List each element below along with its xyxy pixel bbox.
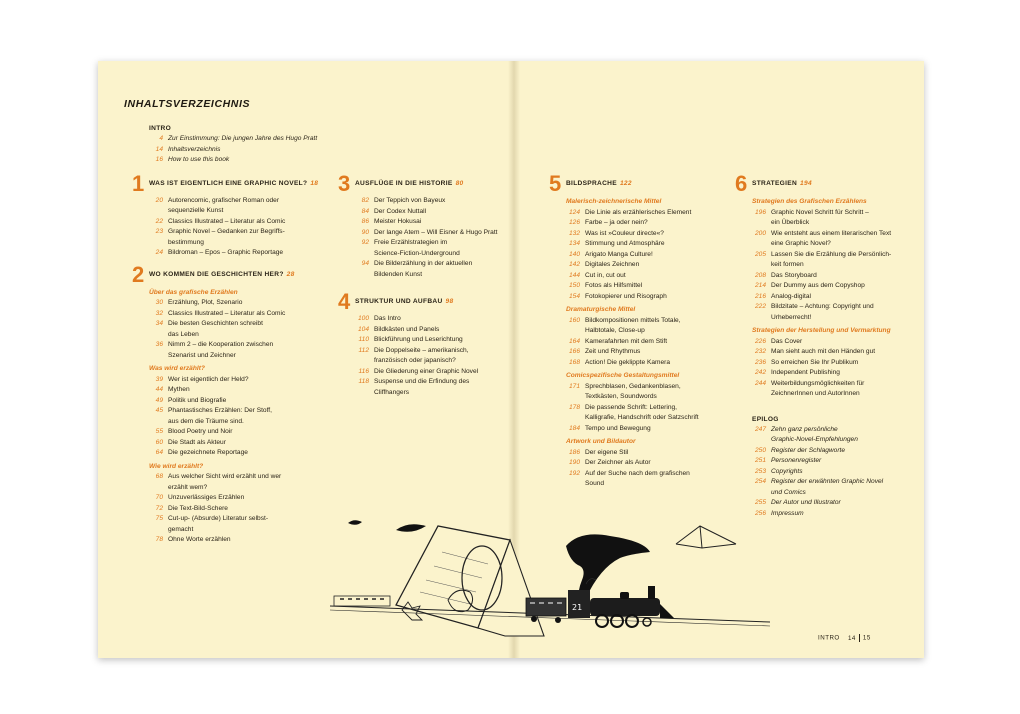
entry-page-number: 64 [155,449,163,456]
chapter-1-entries [149,196,319,259]
chapter-4-heading [338,289,525,314]
toc-entry [149,375,319,386]
toc-entry [566,239,736,250]
entry-page-number: 186 [568,448,580,456]
entry-title: Tempo und Bewegung [585,424,651,432]
entry-page-number: 164 [568,337,580,345]
toc-entry [566,250,736,261]
entry-page-number: 60 [155,438,163,446]
toc-entry [355,238,525,259]
toc-entry [149,396,319,407]
toc-entry [149,155,319,166]
chapter-title: WAS IST EIGENTLICH EINE GRAPHIC NOVEL? [149,179,308,187]
entry-page-number: 90 [361,228,369,236]
entry-title: Der Autor und Illustrator [771,499,841,506]
entry-page-number: 118 [358,378,369,385]
locomotive-dome [620,592,629,599]
footer-section-label: INTRO [818,634,840,642]
section-entries [566,316,736,369]
entry-title: Der eigene Stil [585,448,629,456]
toc-entry [752,509,924,520]
toc-entry [149,514,319,535]
entry-page-number: 166 [568,348,580,355]
entry-page-number: 236 [754,358,766,366]
entry-page-number: 250 [754,446,766,454]
entry-title: Register der Schlagworte [771,446,846,454]
entry-title: Stimmung und Atmosphäre [585,240,665,247]
chapter-number: 5 [549,171,562,196]
entry-title: Suspense und die Erfindung des Cliffhangers [374,378,470,396]
entry-title: Fotokopierer und Risograph [585,292,667,300]
entry-title: Freie Erzählstrategien im Science-Fiction-Underground [374,239,460,257]
toc-entry [566,358,736,369]
toc-entry [752,446,924,457]
entry-page-number: 20 [155,196,163,204]
entry-title: Register der erwähnten Graphic Novel und Comics [771,478,884,496]
entry-page-number: 36 [155,341,163,348]
entry-title: Sprechblasen, Gedankenblasen, Textkästen, Soundwords [585,382,681,400]
entry-title: Farbe – ja oder nein? [585,219,648,226]
toc-entry [149,309,319,320]
entry-title: Blickführung und Leserichtung [374,336,463,343]
chapter-title: BILDSPRACHE [566,180,617,187]
entry-page-number: 144 [568,271,580,279]
toc-entry [752,379,924,400]
toc-entry [752,337,924,348]
train-carriage [526,598,566,616]
entry-title: So erreichen Sie Ihr Publikum [771,358,859,366]
entry-page-number: 140 [568,250,580,258]
chapter-5-heading [549,171,736,196]
entry-title: Fotos als Hilfsmittel [585,282,643,289]
entry-title: Man sieht auch mit den Händen gut [771,348,876,355]
toc-entry [566,448,736,459]
toc-entry [355,377,525,398]
entry-page-number: 171 [568,382,580,390]
entry-title: Die passende Schrift: Lettering, Kalligrafie, Handschrift oder Satzschrift [585,403,699,421]
toc-entry [752,229,924,250]
chapter-number: 4 [338,289,351,314]
toc-column-3 [549,171,736,490]
entry-page-number: 196 [754,208,766,216]
entry-title: Classics Illustrated – Literatur als Comic [168,217,286,225]
chapter-page: 122 [619,180,632,187]
entry-page-number: 132 [568,229,580,237]
entry-title: Der Dummy aus dem Copyshop [771,282,865,289]
toc-entry [355,335,525,346]
entry-page-number: 232 [754,348,766,355]
chapter-title: AUSFLÜGE IN DIE HISTORIE [355,180,453,187]
toc-entry [355,207,525,218]
entry-page-number: 168 [568,358,580,366]
entry-page-number: 24 [155,249,163,256]
entry-page-number: 112 [358,346,369,354]
toc-entry [149,340,319,361]
entry-title: Zur Einstimmung: Die jungen Jahre des Hugo Pratt [168,135,318,142]
toc-entry [355,367,525,378]
entry-page-number: 23 [155,228,163,235]
entry-title: Die Text-Bild-Schere [168,504,228,512]
locomotive-wheel [643,618,651,626]
carriage-wheel [555,617,561,623]
toc-entry [149,427,319,438]
section-entries [752,208,924,324]
entry-page-number: 84 [361,207,369,215]
train-carriage [334,596,390,606]
toc-entry [149,406,319,427]
chapter-3-entries [355,196,525,280]
entry-title: Der Codex Nuttall [374,207,427,215]
section-subheading: Wie wird erzählt? [149,462,204,470]
toc-entry [355,325,525,336]
page-footer [818,634,871,642]
toc-entry [355,259,525,280]
entry-title: Auf der Suche nach dem grafischen Sound [585,469,690,487]
entry-page-number: 14 [155,145,163,153]
entry-page-number: 160 [568,316,580,324]
toc-entry [566,260,736,271]
entry-page-number: 92 [361,239,369,246]
entry-title: Weiterbildungsmöglichkeiten für ZeichnerInnen und AutorInnen [771,379,865,397]
section-subheading: Was wird erzählt? [149,365,205,372]
entry-title: Digitales Zeichnen [585,261,640,268]
footer-page-right: 15 [862,634,871,642]
entry-title: Die Linie als erzählerisches Element [585,208,692,216]
chapter-4-entries [355,314,525,398]
section-entries [566,382,736,435]
section-entries [752,337,924,400]
chapter-page: 80 [455,180,464,187]
entry-title: Das Cover [771,337,803,345]
toc-entry [566,382,736,403]
entry-title: Independent Publishing [771,369,840,376]
entry-page-number: 200 [754,229,766,237]
entry-title: Aus welcher Sicht wird erzählt und wer erzählt wem? [168,473,282,491]
entry-title: Der lange Atem – Will Eisner & Hugo Pratt [374,228,498,236]
entry-page-number: 251 [754,457,766,464]
toc-entry [355,228,525,239]
toc-entry [752,281,924,292]
toc-entry [355,196,525,207]
epilog-entries [752,425,924,520]
entry-title: Zeit und Rhythmus [585,348,641,355]
entry-page-number: 100 [357,315,369,322]
entry-page-number: 110 [358,336,369,343]
entry-page-number: 254 [754,478,766,485]
entry-title: Impressum [771,509,804,517]
entry-title: How to use this book [168,156,230,163]
toc-column-2 [338,171,525,398]
entry-page-number: 178 [568,403,580,411]
carriage-wheel [531,616,537,622]
entry-page-number: 70 [155,494,163,501]
toc-entry [355,314,525,325]
chapter-3-heading [338,171,525,196]
entry-page-number: 126 [568,219,580,226]
section-subheading: Malerisch-zeichnerische Mittel [566,198,662,205]
toc-entry [752,250,924,271]
entry-page-number: 142 [568,261,580,268]
entry-page-number: 150 [568,282,580,289]
toc-entry [566,316,736,337]
chapter-title: STRUKTUR UND AUFBAU [355,298,443,305]
entry-page-number: 192 [568,469,580,477]
entry-page-number: 255 [754,499,766,506]
entry-title: Analog-digital [771,292,811,300]
chapter-page: 194 [800,180,812,187]
entry-title: Autorencomic, grafischer Roman oder sequenzielle Kunst [168,196,280,214]
entry-title: Die Gliederung einer Graphic Novel [374,367,479,375]
entry-page-number: 22 [155,217,163,225]
chapter-2-heading [132,261,319,287]
locomotive-cowcatcher [660,604,674,618]
entry-page-number: 124 [568,208,580,216]
toc-entry [566,281,736,292]
toc-entry [149,385,319,396]
toc-entry [752,271,924,282]
chapter-6-heading [735,171,924,196]
toc-entry [566,218,736,229]
section-entries [149,472,319,546]
section-entries [566,448,736,490]
toc-entry [566,271,736,282]
entry-title: Nimm 2 – die Kooperation zwischen Szenarist und Zeichner [168,341,274,359]
chapter-title: WO KOMMEN DIE GESCHICHTEN HER? [149,270,284,278]
toc-entry [752,208,924,229]
toc-entry [566,208,736,219]
entry-title: Bildkompositionen mittels Totale, Halbtotale, Close-up [585,316,681,334]
toc-entry [752,456,924,467]
toc-entry [566,469,736,490]
entry-page-number: 94 [361,260,369,267]
entry-title: Die gezeichnete Reportage [168,449,248,456]
toc-entry [149,493,319,504]
intro-heading: INTRO [149,125,172,132]
locomotive-chimney [648,586,655,599]
entry-page-number: 134 [568,240,580,247]
toc-entry [566,229,736,240]
entry-page-number: 214 [754,282,766,289]
toc-entry [752,292,924,303]
entry-page-number: 34 [155,320,163,327]
smoke-blob [396,524,426,532]
chapter-6-groups [752,197,924,400]
entry-page-number: 104 [357,325,369,333]
toc-entry [149,196,319,217]
entry-page-number: 184 [568,424,580,432]
section-subheading: Strategien der Herstellung und Vermarktung [752,327,891,334]
entry-page-number: 205 [754,250,766,258]
entry-page-number: 78 [155,536,163,543]
entry-title: Was ist »Couleur directe«? [585,229,664,237]
entry-title: Inhaltsverzeichnis [168,145,221,153]
chapter-page: 28 [286,270,295,278]
toc-column-1 [132,123,319,546]
entry-title: Cut in, cut out [585,271,626,279]
toc-entry [752,498,924,509]
entry-page-number: 68 [155,473,163,480]
epilog-heading: EPILOG [752,415,779,423]
entry-page-number: 45 [155,407,163,414]
entry-title: Bildkästen und Panels [374,325,440,333]
section-subheading: Strategien des Grafischen Erzählens [752,198,867,205]
entry-page-number: 30 [155,299,163,306]
toc-entry [355,346,525,367]
entry-page-number: 222 [754,303,766,310]
chapter-title: STRATEGIEN [752,180,798,187]
chapter-number: 6 [735,171,748,196]
entry-title: Unzuverlässiges Erzählen [168,494,245,501]
chapter-2-groups [149,288,319,546]
entry-page-number: 154 [568,292,580,300]
entry-page-number: 242 [754,369,766,376]
locomotive-boiler [590,598,660,616]
toc-entry [149,227,319,248]
toc-entry [752,477,924,498]
entry-title: Graphic Novel Schritt für Schritt – ein Überblick [771,208,869,226]
section-subheading: Comicspezifische Gestaltungsmittel [566,372,680,379]
entry-page-number: 116 [358,367,369,375]
intro-entries [149,134,319,166]
entry-title: Meister Hokusai [374,218,422,225]
page-title: INHALTSVERZEICHNIS [124,98,251,110]
toc-column-4 [735,171,924,519]
entry-page-number: 86 [361,218,369,225]
locomotive-number: 21 [572,603,583,612]
chapter-1-heading [132,170,319,196]
smoke-blob [348,520,362,525]
entry-title: Graphic Novel – Gedanken zur Begriffs- bestimmung [168,228,285,246]
toc-entry [149,438,319,449]
chapter-page: 18 [310,179,319,187]
footer-separator [859,634,860,642]
entry-title: Bildroman – Epos – Graphic Reportage [168,249,284,256]
entry-page-number: 256 [754,509,766,517]
section-subheading: Artwork und Bildautor [566,438,636,445]
toc-entry [566,424,736,435]
small-open-book [676,526,736,548]
entry-title: Der Teppich von Bayeux [374,197,446,204]
entry-page-number: 226 [754,337,766,345]
entry-title: Personenregister [771,457,822,464]
train-illustration [330,500,770,640]
entry-page-number: 44 [155,386,163,393]
entry-title: Politik und Biografie [168,396,227,404]
toc-entry [149,504,319,515]
entry-title: Die Stadt als Akteur [168,438,226,446]
entry-page-number: 72 [155,504,163,512]
entry-page-number: 16 [155,156,163,163]
toc-entry [149,248,319,259]
section-subheading: Über das grafische Erzählen [149,288,238,296]
toc-entry [566,337,736,348]
toc-entry [752,467,924,478]
entry-title: Mythen [168,386,190,393]
toc-entry [149,472,319,493]
section-entries [149,375,319,459]
entry-page-number: 82 [361,197,369,204]
toc-entry [566,292,736,303]
section-subheading: Dramaturgische Mittel [566,306,636,313]
entry-page-number: 247 [754,425,766,433]
entry-title: Zehn ganz persönliche Graphic-Novel-Empfehlungen [771,425,858,443]
chapter-number: 1 [132,170,145,196]
entry-page-number: 208 [754,271,766,279]
entry-title: Kamerafahrten mit dem Stift [585,337,668,345]
entry-title: Phantastisches Erzählen: Der Stoff, aus dem die Träume sind. [168,407,272,425]
entry-page-number: 39 [155,375,163,383]
entry-title: Bildzitate – Achtung: Copyright und Urheberrecht! [771,303,874,321]
toc-entry [752,425,924,446]
entry-page-number: 55 [155,428,163,435]
entry-title: Die besten Geschichten schreibt das Leben [168,320,263,338]
entry-title: Das Intro [374,315,401,322]
toc-entry [149,145,319,156]
entry-page-number: 4 [159,135,163,142]
chapter-number: 3 [338,171,351,196]
footer-page-left: 14 [847,634,856,642]
toc-entry [149,298,319,309]
toc-entry [752,347,924,358]
entry-page-number: 49 [155,396,163,404]
toc-entry [149,448,319,459]
entry-page-number: 216 [754,292,766,300]
entry-title: Wer ist eigentlich der Held? [168,375,249,383]
entry-title: Copyrights [771,467,803,475]
entry-title: Lassen Sie die Erzählung die Persönlich- keit formen [771,250,892,268]
toc-entry [752,358,924,369]
entry-title: Der Zeichner als Autor [585,459,651,466]
entry-title: Ohne Worte erzählen [168,536,231,543]
toc-entry [149,319,319,340]
toc-entry [149,134,319,145]
entry-title: Cut-up- (Absurde) Literatur selbst- gemacht [168,515,269,533]
toc-entry [355,217,525,228]
entry-page-number: 253 [754,467,766,475]
toc-entry [752,368,924,379]
entry-title: Wie entsteht aus einem literarischen Text eine Graphic Novel? [771,229,892,247]
toc-entry [752,302,924,323]
entry-title: Die Doppelseite – amerikanisch, französisch oder japanisch? [374,346,469,364]
entry-title: Die Bilderzählung in der aktuellen Bildenden Kunst [374,260,473,278]
entry-title: Blood Poetry und Noir [168,428,233,435]
entry-title: Das Storyboard [771,271,817,279]
toc-entry [149,535,319,546]
entry-page-number: 190 [568,459,580,466]
entry-title: Erzählung, Plot, Szenario [168,299,243,306]
entry-page-number: 244 [754,379,766,387]
chapter-page: 98 [445,298,454,305]
entry-title: Action! Die geklippte Kamera [585,358,671,366]
section-entries [149,298,319,361]
toc-entry [566,403,736,424]
entry-page-number: 75 [155,515,163,522]
section-entries [566,208,736,303]
toc-entry [566,458,736,469]
toc-entry [149,217,319,228]
entry-page-number: 32 [155,309,163,317]
entry-title: Classics Illustrated – Literatur als Comic [168,309,286,317]
toc-entry [566,347,736,358]
chapter-number: 2 [132,261,145,287]
locomotive-wheel [596,615,608,627]
entry-title: Arigato Manga Culture! [585,250,653,258]
chapter-5-groups [566,197,736,490]
